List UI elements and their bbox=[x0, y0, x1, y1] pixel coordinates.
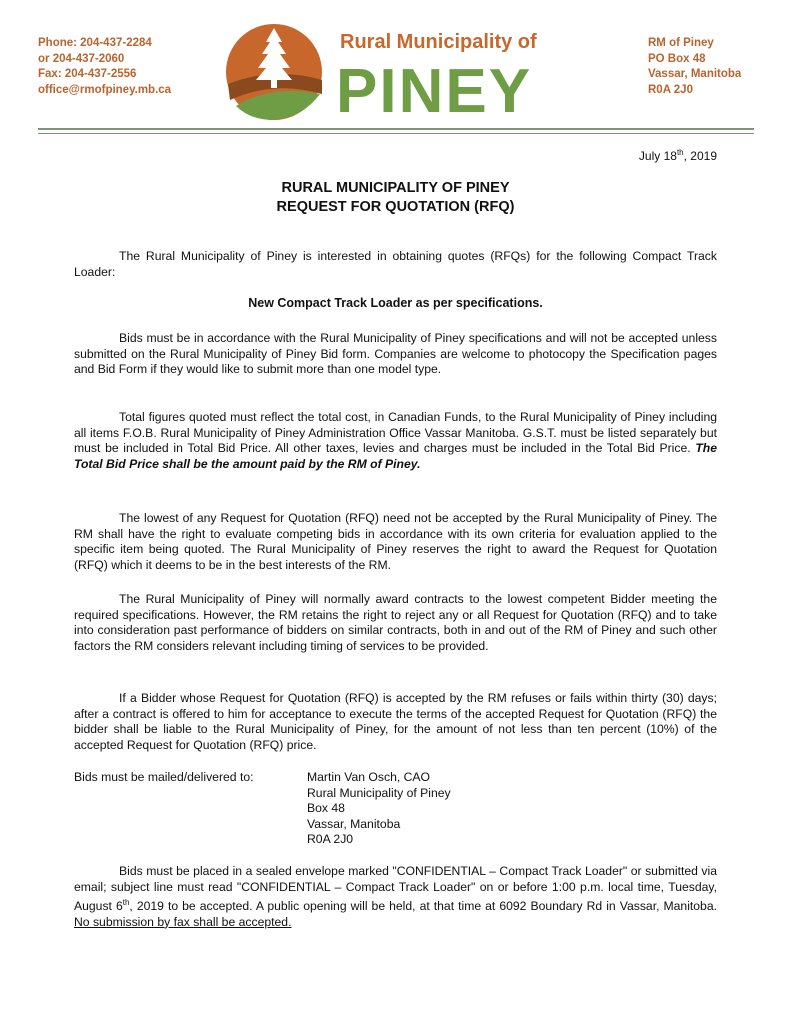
fax-number: Fax: 204-437-2556 bbox=[38, 68, 137, 80]
mailing-label: Bids must be mailed/delivered to: bbox=[74, 770, 254, 784]
letterhead-address bbox=[648, 36, 741, 98]
mailing-address-line: Rural Municipality of Piney bbox=[307, 785, 451, 800]
address-line: R0A 2J0 bbox=[648, 83, 693, 96]
document-subtitle: REQUEST FOR QUOTATION (RFQ) bbox=[276, 199, 515, 215]
paragraph-evaluation: The lowest of any Request for Quotation (RFQ) need not be accepted by the Rural Municipality of Piney. The RM shall have the right to evaluate competing bids in accordance with its own criteria for evaluation applied to the specific item being quoted. The Rural Municipality of Piney reserves the right to award the Request for Quotation (RFQ) which it deems to be in the best interests of the RM. bbox=[74, 511, 717, 572]
total-bid-emphasis: The Total Bid Price shall be the amount paid by the RM of Piney. bbox=[74, 441, 717, 471]
phone-number: Phone: 204-437-2284 bbox=[38, 37, 152, 49]
document-date: July 18th, 2019 bbox=[638, 148, 717, 163]
header-divider-thin bbox=[38, 133, 754, 134]
address-line: RM of Piney bbox=[648, 37, 714, 49]
alt-phone-number: or 204-437-2060 bbox=[38, 52, 125, 65]
email-address: office@rmofpiney.mb.ca bbox=[38, 83, 172, 96]
mailing-address-line: Martin Van Osch, CAO bbox=[307, 770, 431, 784]
header-divider bbox=[38, 128, 754, 130]
mailing-address bbox=[307, 770, 451, 848]
paragraph-submission: Bids must be placed in a sealed envelope marked "CONFIDENTIAL – Compact Track Loader" or submitted via email; subject line must read "CONFIDENTIAL – Compact Track Loader" on or before 1:00 p.m. local time, Tuesday, August 6th, 2019 to be accepted. A public opening will be held, at that time at 6092 Boundary Rd in Vassar, Manitoba. No submission by fax shall be accepted. bbox=[74, 864, 718, 929]
intro-paragraph: The Rural Municipality of Piney is interested in obtaining quotes (RFQs) for the following Compact Track Loader: bbox=[74, 249, 717, 279]
mailing-address-line: R0A 2J0 bbox=[307, 832, 354, 847]
paragraph-award: The Rural Municipality of Piney will normally award contracts to the lowest competent Bidder meeting the required specifications. However, the RM retains the right to reject any or all Request for Quotation (RFQ) and to take into consideration past performance of bidders on similar contracts, both in and out of the RM of Piney and such other factors the RM considers relevant including timing of services to be provided. bbox=[74, 592, 717, 653]
paragraph-total-cost: Total figures quoted must reflect the total cost, in Canadian Funds, to the Rural Municipality of Piney including all items F.O.B. Rural Municipality of Piney Administration Office Vassar Manitoba. G.S.T. must be listed separately but must be included in Total Bid Price. All other taxes, levies and charges must be included in the Total Bid Price. The Total Bid Price shall be the amount paid by the RM of Piney. bbox=[74, 410, 717, 471]
document-title: RURAL MUNICIPALITY OF PINEY bbox=[281, 180, 510, 196]
logo-text-line2: PINEY bbox=[336, 57, 533, 124]
fax-notice: No submission by fax shall be accepted. bbox=[74, 914, 292, 929]
logo-text-line1: Rural Municipality of bbox=[340, 31, 537, 53]
piney-logo bbox=[222, 14, 567, 124]
paragraph-liability: If a Bidder whose Request for Quotation (RFQ) is accepted by the RM refuses or fails within thirty (30) days; after a contract is offered to him for acceptance to execute the terms of the accepted Request for Quotation (RFQ) the bidder shall be liable to the Rural Municipality of Piney, for the amount of not less than ten percent (10%) of the accepted Request for Quotation (RFQ) price. bbox=[74, 691, 717, 752]
item-heading: New Compact Track Loader as per specifications. bbox=[248, 296, 543, 310]
letterhead-contact bbox=[38, 36, 171, 98]
mailing-address-line: Vassar, Manitoba bbox=[307, 816, 401, 831]
paragraph-bid-form: Bids must be in accordance with the Rural Municipality of Piney specifications and will not be accepted unless submitted on the Rural Municipality of Piney Bid form. Companies are welcome to photocopy the Specification pages and Bid Form if they would like to submit more than one model type. bbox=[74, 331, 717, 377]
address-line: Vassar, Manitoba bbox=[648, 68, 742, 80]
mailing-address-line: Box 48 bbox=[307, 801, 345, 816]
address-line: PO Box 48 bbox=[648, 52, 706, 65]
